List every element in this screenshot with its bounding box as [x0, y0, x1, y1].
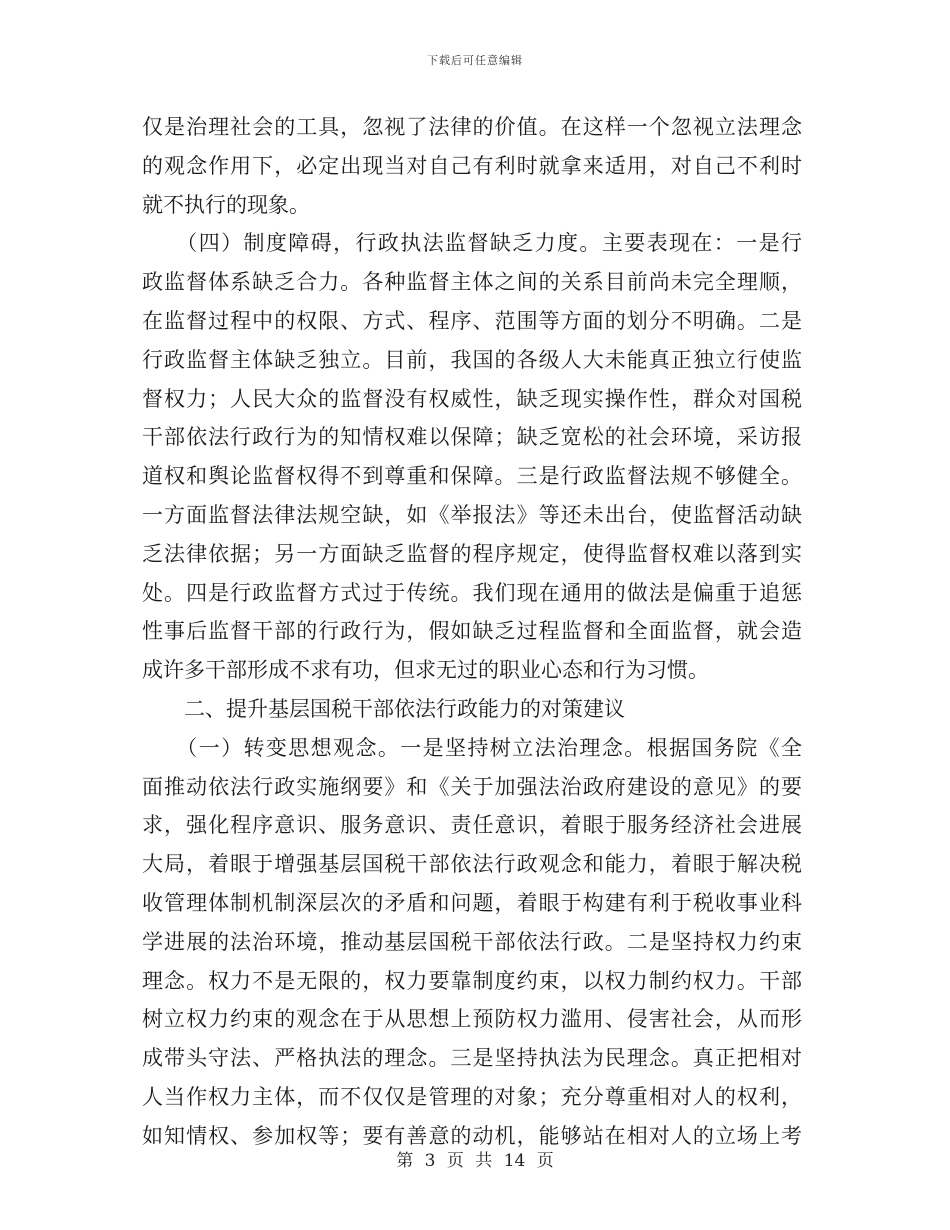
text-line: 仅是治理社会的工具，忽视了法律的价值。在这样一个忽视立法理念 [142, 115, 802, 139]
text-line: 大局，着眼于增强基层国税干部依法行政观念和能力，着眼于解决税 [142, 852, 802, 877]
text-line: 收管理体制机制深层次的矛盾和问题，着眼于构建有利于税收事业科 [142, 890, 802, 915]
document-body [142, 108, 802, 1156]
text-line: （一）转变思想观念。一是坚持树立法治理念。根据国务院《全 [142, 735, 802, 760]
text-line: 在监督过程中的权限、方式、程序、范围等方面的划分不明确。二是 [142, 308, 802, 333]
text-line: 成带头守法、严格执法的理念。三是坚持执法为民理念。真正把相对 [142, 1046, 802, 1071]
text-line: 求，强化程序意识、服务意识、责任意识，着眼于服务经济社会进展 [142, 813, 802, 838]
text-line: （四）制度障碍，行政执法监督缺乏力度。主要表现在：一是行 [142, 231, 802, 256]
text-line: 处。四是行政监督方式过于传统。我们现在通用的做法是偏重于追惩 [142, 580, 802, 605]
text-line: 学进展的法治环境，推动基层国税干部依法行政。二是坚持权力约束 [142, 929, 802, 954]
text-line: 如知情权、参加权等；要有善意的动机，能够站在相对人的立场上考 [142, 1123, 802, 1148]
text-line: 道权和舆论监督权得不到尊重和保障。三是行政监督法规不够健全。 [142, 464, 802, 489]
text-line: 理念。权力不是无限的，权力要靠制度约束，以权力制约权力。干部 [142, 968, 802, 993]
text-line: 督权力；人民大众的监督没有权威性，缺乏现实操作性，群众对国税 [142, 386, 802, 411]
text-line: 树立权力约束的观念在于从思想上预防权力滥用、侵害社会，从而形 [142, 1007, 802, 1032]
text-line: 面推动依法行政实施纲要》和《关于加强法治政府建设的意见》的要 [142, 774, 802, 799]
page-header: 下载后可任意编辑 [427, 54, 523, 67]
text-line: 政监督体系缺乏合力。各种监督主体之间的关系目前尚未完全理顺， [142, 270, 802, 295]
text-line: 人当作权力主体，而不仅仅是管理的对象；充分尊重相对人的权利， [142, 1084, 802, 1109]
text-line: 成许多干部形成不求有功，但求无过的职业心态和行为习惯。 [142, 658, 709, 683]
text-line: 一方面监督法律法规空缺，如《举报法》等还未出台，使监督活动缺 [142, 502, 802, 527]
text-line: 干部依法行政行为的知情权难以保障；缺乏宽松的社会环境，采访报 [142, 425, 802, 450]
section-heading: 二、提升基层国税干部依法行政能力的对策建议 [142, 696, 625, 721]
text-line: 行政监督主体缺乏独立。目前，我国的各级人大未能真正独立行使监 [142, 347, 802, 372]
text-line: 的观念作用下，必定出现当对自己有利时就拿来适用，对自己不利时 [142, 153, 802, 178]
text-line: 性事后监督干部的行政行为，假如缺乏过程监督和全面监督，就会造 [142, 619, 802, 644]
text-line: 就不执行的现象。 [142, 192, 310, 217]
page-number-footer: 第 3 页 共 14 页 [396, 1151, 554, 1171]
text-line: 乏法律依据；另一方面缺乏监督的程序规定，使得监督权难以落到实 [142, 541, 802, 566]
